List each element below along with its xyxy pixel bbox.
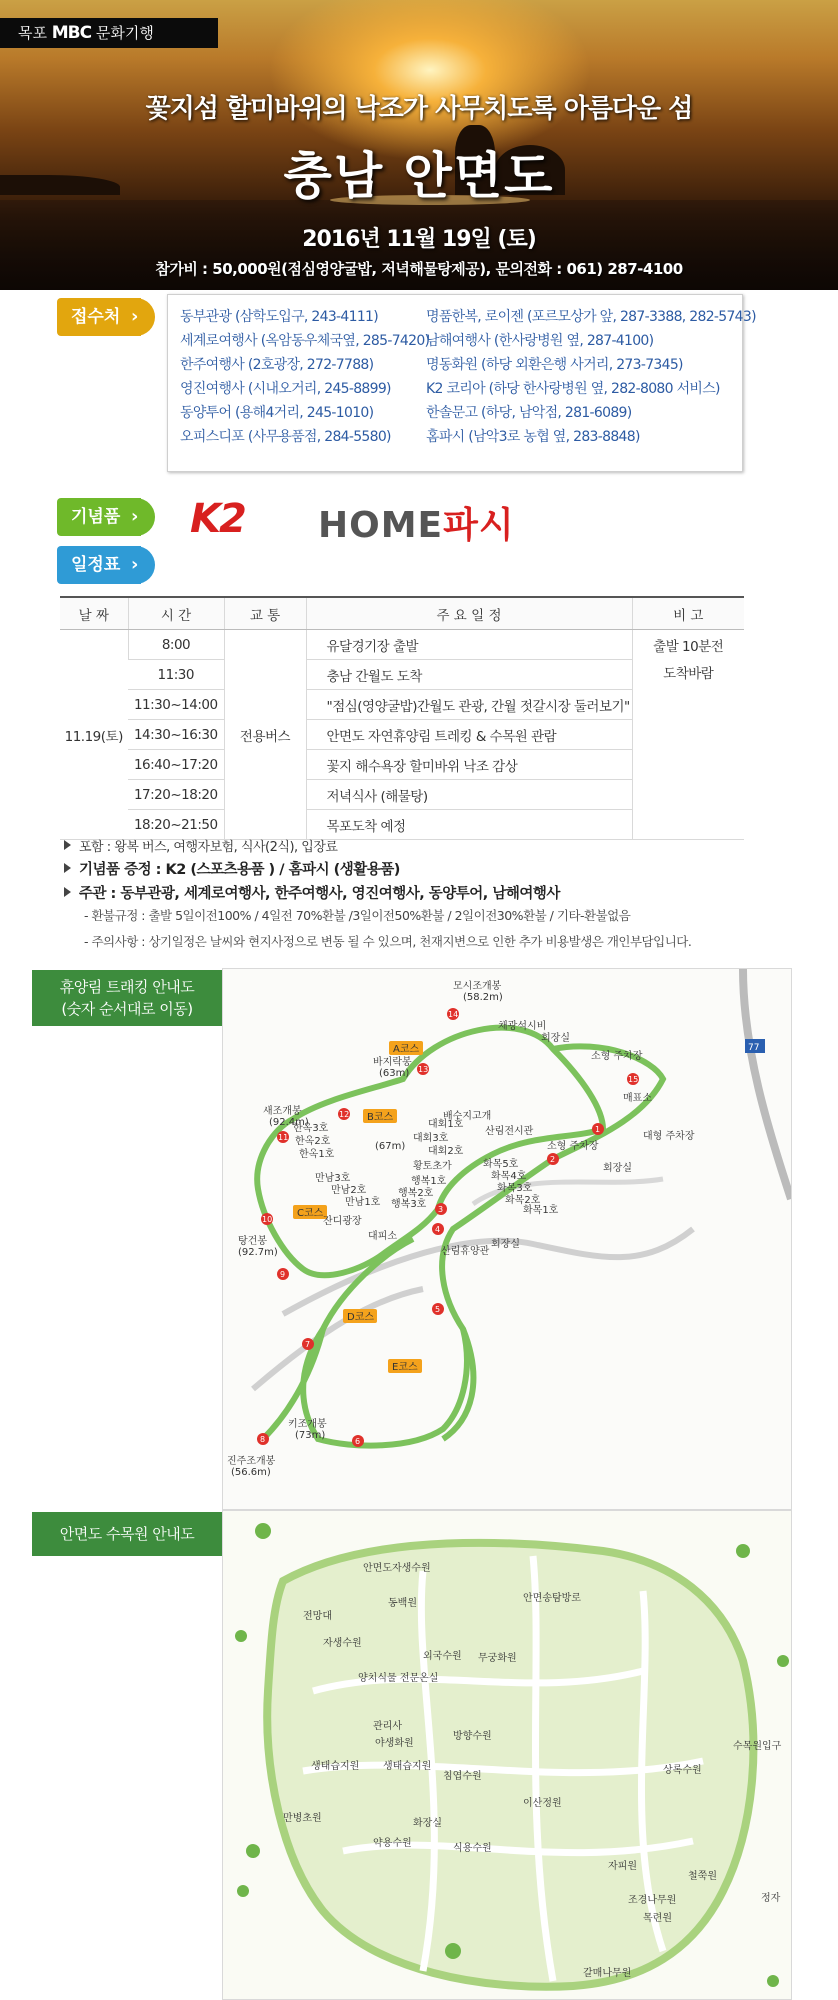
map-place: 관리사 bbox=[373, 1721, 402, 1732]
reception-item: 영진여행사 (시내오거리, 245-8899) bbox=[180, 381, 391, 397]
map-place: 생태습지원 bbox=[383, 1761, 432, 1772]
schedule-remark bbox=[632, 630, 744, 840]
header-transport: 교 통 bbox=[224, 597, 306, 630]
schedule-item: 유달경기장 출발 bbox=[306, 630, 632, 660]
map-place: 정자 bbox=[761, 1893, 781, 1904]
peak-name: 바지락봉 bbox=[373, 1057, 412, 1068]
trail-number: 6 bbox=[355, 1437, 361, 1446]
chevron-right-icon: › bbox=[127, 546, 155, 584]
arboretum-map bbox=[222, 1510, 792, 2000]
trekking-map-label-line: 휴양림 트래킹 안내도 bbox=[59, 978, 195, 996]
note-caution: - 주의사항 : 상기일정은 날씨와 현지사정으로 변동 될 수 있으며, 천재지변으로 인한 추가 비용발생은 개인부담입니다. bbox=[84, 934, 692, 949]
trail-number: 8 bbox=[260, 1435, 266, 1444]
map-place: 화목2호 bbox=[505, 1195, 541, 1206]
brand-suffix: 문화기행 bbox=[95, 24, 154, 42]
trail-number: 5 bbox=[435, 1305, 441, 1314]
header-time: 시 간 bbox=[128, 597, 224, 630]
reception-item: 한주여행사 (2호광장, 272-7788) bbox=[180, 357, 374, 373]
trail-number: 1 bbox=[595, 1125, 601, 1134]
map-place: 잔디광장 bbox=[323, 1216, 362, 1227]
peak-name: 진주조개봉 bbox=[227, 1456, 276, 1467]
map-place: 채광석시비 bbox=[498, 1021, 547, 1032]
trail-number: 9 bbox=[280, 1270, 286, 1279]
map-place: 전망대 bbox=[303, 1611, 332, 1622]
header-date: 날 짜 bbox=[60, 597, 128, 630]
trekking-map-label bbox=[32, 970, 222, 1026]
note-souvenir-text: 기념품 증정 : K2 (스포츠용품 ) / 홈파시 (생활용품) bbox=[79, 862, 400, 878]
course-label: E코스 bbox=[392, 1362, 418, 1373]
map-place: 외국수원 bbox=[423, 1651, 462, 1662]
trail-number: 15 bbox=[628, 1075, 639, 1084]
schedule-tab bbox=[57, 546, 141, 584]
bullet-triangle-icon bbox=[64, 863, 71, 873]
trail-number: 14 bbox=[448, 1010, 459, 1019]
map-place: 산림전시관 bbox=[485, 1126, 534, 1137]
map-place: 갈매나무원 bbox=[583, 1968, 632, 1979]
reception-item: 세계로여행사 (옥암동우체국옆, 285-7420) bbox=[180, 333, 430, 349]
map-place: 자생수원 bbox=[323, 1638, 362, 1649]
peak-height: (63m) bbox=[379, 1068, 410, 1079]
map-place: 화목3호 bbox=[497, 1183, 533, 1194]
schedule-table bbox=[60, 596, 744, 840]
reception-item: 명동화원 (하당 외환은행 사거리, 273-7345) bbox=[426, 357, 683, 373]
peak-height: (67m) bbox=[375, 1141, 406, 1152]
schedule-item: 목포도착 예정 bbox=[306, 810, 632, 840]
map-place: 식용수원 bbox=[453, 1843, 492, 1854]
map-place: 화목1호 bbox=[523, 1205, 559, 1216]
course-badge bbox=[389, 1041, 423, 1055]
hero-subtitle: 꽃지섬 할미바위의 낙조가 사무치도록 아름다운 섬 bbox=[145, 94, 693, 124]
course-badge bbox=[363, 1109, 397, 1123]
map-place: 회장실 bbox=[541, 1033, 570, 1044]
homepasi-logo-ko: 파시 bbox=[443, 505, 515, 546]
reception-item: 한솔문고 (하당, 남악점, 281-6089) bbox=[426, 405, 632, 421]
k2-logo: K2 bbox=[190, 496, 245, 542]
map-place: 동백원 bbox=[388, 1598, 417, 1609]
hero-banner bbox=[0, 0, 838, 290]
course-label: C코스 bbox=[297, 1208, 324, 1219]
map-place: 만남3호 bbox=[315, 1173, 351, 1184]
hero-title: 충남 안면도 bbox=[283, 147, 555, 205]
hero-date: 2016년 11월 19일 (토) bbox=[302, 227, 536, 252]
reception-item: 남해여행사 (한사랑병원 옆, 287-4100) bbox=[426, 333, 654, 349]
brand-bar bbox=[0, 18, 218, 48]
map-place: 회장실 bbox=[491, 1239, 520, 1250]
course-badge bbox=[293, 1205, 327, 1219]
schedule-transport: 전용버스 bbox=[224, 630, 306, 840]
map-place: 행복1호 bbox=[411, 1176, 447, 1187]
reception-right-column bbox=[426, 305, 756, 449]
note-include bbox=[64, 836, 337, 855]
map-place: 대형 주차장 bbox=[643, 1131, 695, 1142]
peak-height: (92.4m) bbox=[269, 1117, 309, 1128]
souvenir-tab-label: 기념품 bbox=[71, 507, 121, 527]
hero-fee: 참가비 : 50,000원(점심영양굴밥, 저녁해물탕제공), 문의전화 : 061) 287-4100 bbox=[155, 260, 683, 278]
trail-number: 2 bbox=[550, 1155, 556, 1164]
reception-item: 동부관광 (삼학도입구, 243-4111) bbox=[180, 309, 378, 325]
map-place: 대회2호 bbox=[428, 1146, 464, 1157]
map-place: 안면도자생수원 bbox=[363, 1563, 431, 1574]
brand-logo: MBC bbox=[51, 23, 92, 43]
reception-item: 동양투어 (용해4거리, 245-1010) bbox=[180, 405, 374, 421]
map-place: 화목5호 bbox=[483, 1159, 519, 1170]
map-place: 철쭉원 bbox=[688, 1871, 717, 1882]
trail-number: 12 bbox=[339, 1110, 350, 1119]
map-place: 만남2호 bbox=[331, 1185, 367, 1196]
note-include-text: 포함 : 왕복 버스, 여행자보험, 식사(2식), 입장료 bbox=[79, 840, 338, 855]
note-refund: - 환불규정 : 출발 5일이전100% / 4일전 70%환불 /3일이전50%환불 / 2일이전30%환불 / 기타-환불없음 bbox=[84, 908, 631, 923]
course-label: D코스 bbox=[347, 1312, 375, 1323]
map-place: 행복3호 bbox=[391, 1199, 427, 1210]
trail-number: 13 bbox=[418, 1065, 429, 1074]
map-place: 목련원 bbox=[643, 1913, 672, 1924]
map-place: 만병초원 bbox=[283, 1813, 322, 1824]
peak-height: (56.6m) bbox=[231, 1467, 271, 1478]
schedule-item: 저녁식사 (해물탕) bbox=[306, 780, 632, 810]
map-place: 소형 주차장 bbox=[547, 1141, 599, 1152]
schedule-item: 충남 간월도 도착 bbox=[306, 660, 632, 690]
map-place: 회장실 bbox=[603, 1163, 632, 1174]
arboretum-map-svg bbox=[223, 1511, 791, 1999]
homepasi-logo bbox=[318, 497, 515, 548]
course-badge bbox=[388, 1359, 422, 1373]
course-label: B코스 bbox=[367, 1112, 394, 1123]
note-host bbox=[64, 882, 560, 903]
map-place: 산림휴양관 bbox=[441, 1246, 490, 1257]
peak-height: (58.2m) bbox=[463, 992, 503, 1003]
map-place: 한옥2호 bbox=[295, 1136, 331, 1147]
map-place: 대회3호 bbox=[413, 1133, 449, 1144]
map-place: 자피원 bbox=[608, 1861, 637, 1872]
schedule-time: 14:30~16:30 bbox=[128, 720, 224, 750]
schedule-item: "점심(영양굴밥)간월도 관광, 간월 젓갈시장 둘러보기" bbox=[306, 690, 632, 720]
peak-name: 새조개봉 bbox=[263, 1106, 302, 1117]
road-number: 77 bbox=[748, 1043, 760, 1053]
trekking-map-label-line: (숫자 순서대로 이동) bbox=[61, 1000, 193, 1018]
schedule-item: 꽃지 해수욕장 할미바위 낙조 감상 bbox=[306, 750, 632, 780]
table-row bbox=[60, 630, 744, 660]
schedule-time: 11:30~14:00 bbox=[128, 690, 224, 720]
arboretum-map-label: 안면도 수목원 안내도 bbox=[32, 1512, 222, 1556]
schedule-time: 16:40~17:20 bbox=[128, 750, 224, 780]
peak-height: (73m) bbox=[295, 1430, 326, 1441]
trekking-map-svg bbox=[223, 969, 791, 1509]
reception-item: 명품한복, 로이젠 (포르모상가 앞, 287-3388, 282-5743) bbox=[426, 309, 756, 325]
map-place: 매표소 bbox=[623, 1093, 652, 1104]
schedule-time: 17:20~18:20 bbox=[128, 780, 224, 810]
map-place: 조경나무원 bbox=[628, 1895, 677, 1906]
trail-number: 3 bbox=[438, 1205, 444, 1214]
schedule-time: 11:30 bbox=[128, 660, 224, 690]
map-place: 대회1호 bbox=[428, 1119, 464, 1130]
map-place: 이산정원 bbox=[523, 1798, 562, 1809]
map-place: 양치식물 전문온실 bbox=[358, 1673, 439, 1684]
chevron-right-icon: › bbox=[127, 298, 155, 336]
map-place: 야생화원 bbox=[375, 1738, 414, 1749]
map-place: 만남1호 bbox=[345, 1197, 381, 1208]
peak-name: 키조개봉 bbox=[288, 1419, 327, 1430]
map-place: 안면송탐방로 bbox=[523, 1593, 581, 1604]
note-host-text: 주관 : 동부관광, 세계로여행사, 한주여행사, 영진여행사, 동양투어, 남해여행사 bbox=[79, 886, 560, 902]
schedule-time: 8:00 bbox=[128, 630, 224, 660]
reception-item: K2 코리아 (하당 한사랑병원 옆, 282-8080 서비스) bbox=[426, 381, 720, 397]
course-badge bbox=[343, 1309, 377, 1323]
trekking-map bbox=[222, 968, 792, 1510]
table-header-row bbox=[60, 597, 744, 630]
header-main-schedule: 주 요 일 정 bbox=[306, 597, 632, 630]
peak-name: 모시조개봉 bbox=[453, 981, 502, 992]
chevron-right-icon: › bbox=[127, 498, 155, 536]
reception-list bbox=[167, 294, 756, 472]
brand-prefix: 목포 bbox=[18, 24, 47, 42]
map-place: 한옥3호 bbox=[293, 1123, 329, 1134]
trail-number: 10 bbox=[262, 1215, 273, 1224]
reception-tab-label: 접수처 bbox=[71, 307, 121, 327]
map-place: 화장실 bbox=[413, 1818, 442, 1829]
map-place: 화목4호 bbox=[491, 1171, 527, 1182]
map-place: 생태습지원 bbox=[311, 1761, 360, 1772]
map-place: 대피소 bbox=[368, 1231, 397, 1242]
map-place: 방향수원 bbox=[453, 1731, 492, 1742]
schedule-remark-line: 도착바람 bbox=[663, 666, 714, 682]
souvenir-tab bbox=[57, 498, 141, 536]
schedule-time: 18:20~21:50 bbox=[128, 810, 224, 840]
peak-name: 탕건봉 bbox=[238, 1236, 267, 1247]
trail-number: 11 bbox=[278, 1133, 289, 1142]
homepasi-logo-en: HOME bbox=[318, 505, 444, 546]
map-place: 약용수원 bbox=[373, 1838, 412, 1849]
schedule-remark-line: 출발 10분전 bbox=[653, 639, 724, 655]
course-label: A코스 bbox=[393, 1044, 420, 1055]
schedule-item: 안면도 자연휴양림 트레킹 & 수목원 관람 bbox=[306, 720, 632, 750]
map-place: 배수지고개 bbox=[443, 1111, 492, 1122]
map-place: 행복2호 bbox=[398, 1188, 434, 1199]
reception-item: 오피스디포 (사무용품점, 284-5580) bbox=[180, 429, 391, 445]
reception-tab bbox=[57, 298, 141, 336]
map-place: 소형 주차장 bbox=[591, 1051, 643, 1062]
schedule-tab-label: 일정표 bbox=[71, 555, 121, 575]
map-place: 침엽수원 bbox=[443, 1771, 482, 1782]
map-place: 한옥1호 bbox=[299, 1149, 335, 1160]
reception-left-column bbox=[180, 305, 440, 449]
peak-height: (92.7m) bbox=[238, 1247, 278, 1258]
schedule-date: 11.19(토) bbox=[60, 630, 128, 840]
reception-item: 홈파시 (남악3로 농협 옆, 283-8848) bbox=[426, 429, 640, 445]
bullet-triangle-icon bbox=[64, 887, 71, 897]
map-place: 황토초가 bbox=[413, 1161, 452, 1172]
map-place: 상록수원 bbox=[663, 1765, 702, 1776]
trail-number: 4 bbox=[435, 1225, 441, 1234]
map-place: 수목원입구 bbox=[733, 1741, 782, 1752]
map-place: 무궁화원 bbox=[478, 1653, 517, 1664]
bullet-triangle-icon bbox=[64, 840, 71, 850]
header-remark: 비 고 bbox=[632, 597, 744, 630]
trail-number: 7 bbox=[305, 1340, 311, 1349]
note-souvenir bbox=[64, 858, 400, 879]
